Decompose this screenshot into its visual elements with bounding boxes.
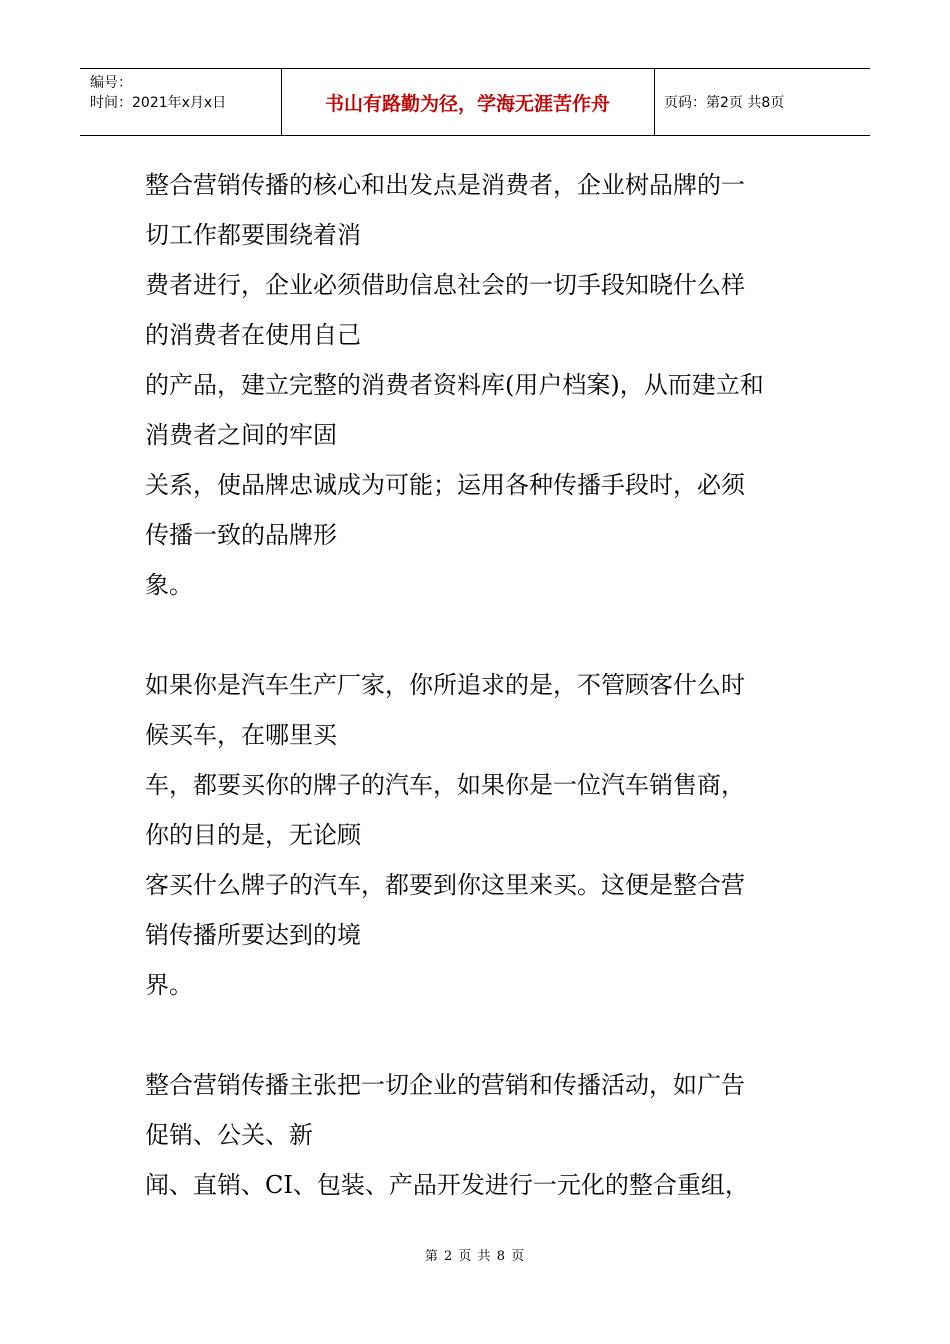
text-line: 整合营销传播主张把一切企业的营销和传播活动，如广告 <box>145 1071 745 1099</box>
header-meta <box>90 73 226 113</box>
paragraph <box>145 660 815 1010</box>
time-label: 时间：2021年x月x日 <box>90 95 227 111</box>
paragraph <box>145 1060 815 1210</box>
code-label: 编号： <box>90 75 132 91</box>
page-header <box>80 68 870 136</box>
text-line: 传播一致的品牌形 <box>145 521 337 549</box>
text-line: 促销、公关、新 <box>145 1121 313 1149</box>
document-body <box>145 160 815 1210</box>
header-divider <box>654 69 655 135</box>
text-line: 候买车，在哪里买 <box>145 721 337 749</box>
text-line: 象。 <box>145 571 193 599</box>
text-line: 费者进行，企业必须借助信息社会的一切手段知晓什么样 <box>145 271 745 299</box>
page-footer: 第 2 页 共 8 页 <box>424 1249 526 1264</box>
text-line: 的产品，建立完整的消费者资料库(用户档案)，从而建立和 <box>145 371 764 399</box>
header-motto: 书山有路勤为径，学海无涯苦作舟 <box>324 92 610 115</box>
text-line: 切工作都要围绕着消 <box>145 221 361 249</box>
text-line: 的消费者在使用自己 <box>145 321 361 349</box>
header-page-number: 页码：第2页 共8页 <box>664 95 785 111</box>
text-line: 整合营销传播的核心和出发点是消费者，企业树品牌的一 <box>145 171 745 199</box>
text-line: 如果你是汽车生产厂家，你所追求的是，不管顾客什么时 <box>145 671 745 699</box>
text-line: 闻、直销、CI、包装、产品开发进行一元化的整合重组， <box>145 1171 749 1199</box>
paragraph-gap <box>145 610 815 660</box>
text-line: 客买什么牌子的汽车，都要到你这里来买。这便是整合营 <box>145 871 745 899</box>
text-line: 界。 <box>145 971 193 999</box>
text-line: 消费者之间的牢固 <box>145 421 337 449</box>
text-line: 你的目的是，无论顾 <box>145 821 361 849</box>
paragraph-gap <box>145 1010 815 1060</box>
text-line: 车，都要买你的牌子的汽车，如果你是一位汽车销售商， <box>145 771 745 799</box>
text-line: 销传播所要达到的境 <box>145 921 361 949</box>
text-line: 关系，使品牌忠诚成为可能；运用各种传播手段时，必须 <box>145 471 745 499</box>
paragraph <box>145 160 815 610</box>
